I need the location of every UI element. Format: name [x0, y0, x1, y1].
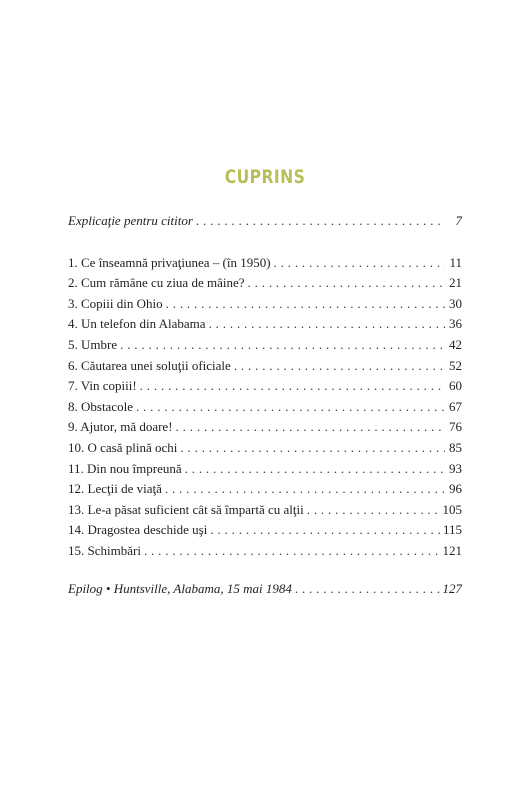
toc-entry-page: 36	[449, 316, 462, 332]
toc-entry-page: 11	[449, 254, 462, 270]
toc-entry-page: 60	[449, 378, 462, 394]
toc-entry-chapter-12[interactable]	[68, 481, 462, 502]
toc-entry-label: 3. Copiii din Ohio	[68, 295, 163, 311]
dot-leader	[209, 316, 445, 332]
toc-entry-label: Explicaţie pentru cititor	[68, 213, 193, 228]
toc-entry-chapter-11[interactable]	[68, 461, 462, 482]
toc-entry-page: 7	[455, 213, 462, 228]
toc-entry-label: 5. Umbre	[68, 336, 118, 352]
dot-leader	[210, 522, 440, 538]
toc-entry-page: 30	[449, 295, 462, 311]
toc-entry-chapter-8[interactable]	[68, 399, 462, 420]
toc-entry-chapter-13[interactable]	[68, 502, 462, 523]
dot-leader	[185, 461, 445, 477]
dot-leader	[234, 358, 445, 374]
toc-entry-chapter-15[interactable]	[68, 543, 462, 564]
toc-entry-page: 105	[442, 501, 462, 517]
dot-leader	[295, 581, 440, 597]
dot-leader	[196, 213, 445, 229]
page-title: CUPRINS	[224, 166, 306, 188]
toc-entry-label: 12. Lecţii de viaţă	[68, 481, 162, 497]
toc-entry-chapter-4[interactable]	[68, 316, 462, 337]
toc-entry-label: 2. Cum rămâne cu ziua de mâine?	[68, 275, 245, 291]
dot-leader	[140, 378, 445, 394]
dot-leader	[166, 296, 445, 312]
toc-entry-label: 1. Ce înseamnă privaţiunea – (în 1950)	[68, 254, 271, 270]
dot-leader	[274, 255, 445, 271]
toc-entry-label: 14. Dragostea deschide uşi	[68, 522, 208, 538]
toc-entry-label: 13. Le-a păsat suficient cât să împartă cu alţii	[68, 501, 304, 517]
dot-leader	[307, 502, 440, 518]
toc-entry-page: 121	[442, 542, 462, 558]
toc-entry-page: 93	[449, 460, 462, 476]
dot-leader	[165, 481, 445, 497]
toc-entry-chapter-2[interactable]	[68, 275, 462, 296]
toc-entry-page: 67	[449, 398, 462, 414]
toc-entry-label: 11. Din nou împreună	[68, 460, 182, 476]
toc-entry-chapter-14[interactable]	[68, 522, 462, 543]
toc-entry-label: 6. Căutarea unei soluţii oficiale	[68, 357, 231, 373]
toc-entry-epilogue[interactable]	[68, 581, 462, 602]
toc-entry-page: 42	[449, 336, 462, 352]
toc-entry-label: Epilog • Huntsville, Alabama, 15 mai 1984	[68, 580, 292, 596]
toc-entry-label: 8. Obstacole	[68, 398, 133, 414]
toc-entry-intro[interactable]	[68, 213, 462, 234]
toc-entry-page: 21	[449, 275, 462, 291]
toc-entry-chapter-3[interactable]	[68, 296, 462, 317]
toc-entry-page: 127	[442, 580, 462, 596]
toc-entry-page: 85	[449, 439, 462, 455]
section-spacer	[68, 234, 462, 255]
dot-leader	[120, 337, 445, 353]
toc-entry-label: 7. Vin copiii!	[68, 378, 137, 394]
toc-entry-chapter-6[interactable]	[68, 358, 462, 379]
toc-entry-page: 52	[449, 357, 462, 373]
dot-leader	[144, 543, 440, 559]
toc-entry-page: 115	[442, 522, 462, 538]
dot-leader	[176, 419, 445, 435]
dot-leader	[136, 399, 445, 415]
section-spacer	[68, 564, 462, 581]
toc-entry-chapter-9[interactable]	[68, 419, 462, 440]
toc-entry-label: 4. Un telefon din Alabama	[68, 316, 206, 332]
toc-entry-page: 96	[449, 481, 462, 497]
toc-entry-chapter-7[interactable]	[68, 378, 462, 399]
toc-entry-label: 10. O casă plină ochi	[68, 439, 178, 455]
toc-entry-chapter-5[interactable]	[68, 337, 462, 358]
toc-entry-chapter-10[interactable]	[68, 440, 462, 461]
toc-entry-label: 9. Ajutor, mă doare!	[68, 419, 173, 435]
dot-leader	[248, 275, 445, 291]
table-of-contents	[68, 213, 462, 601]
toc-entry-page: 76	[449, 419, 462, 435]
dot-leader	[180, 440, 445, 456]
toc-entry-chapter-1[interactable]	[68, 255, 462, 276]
toc-entry-label: 15. Schimbări	[68, 542, 141, 558]
